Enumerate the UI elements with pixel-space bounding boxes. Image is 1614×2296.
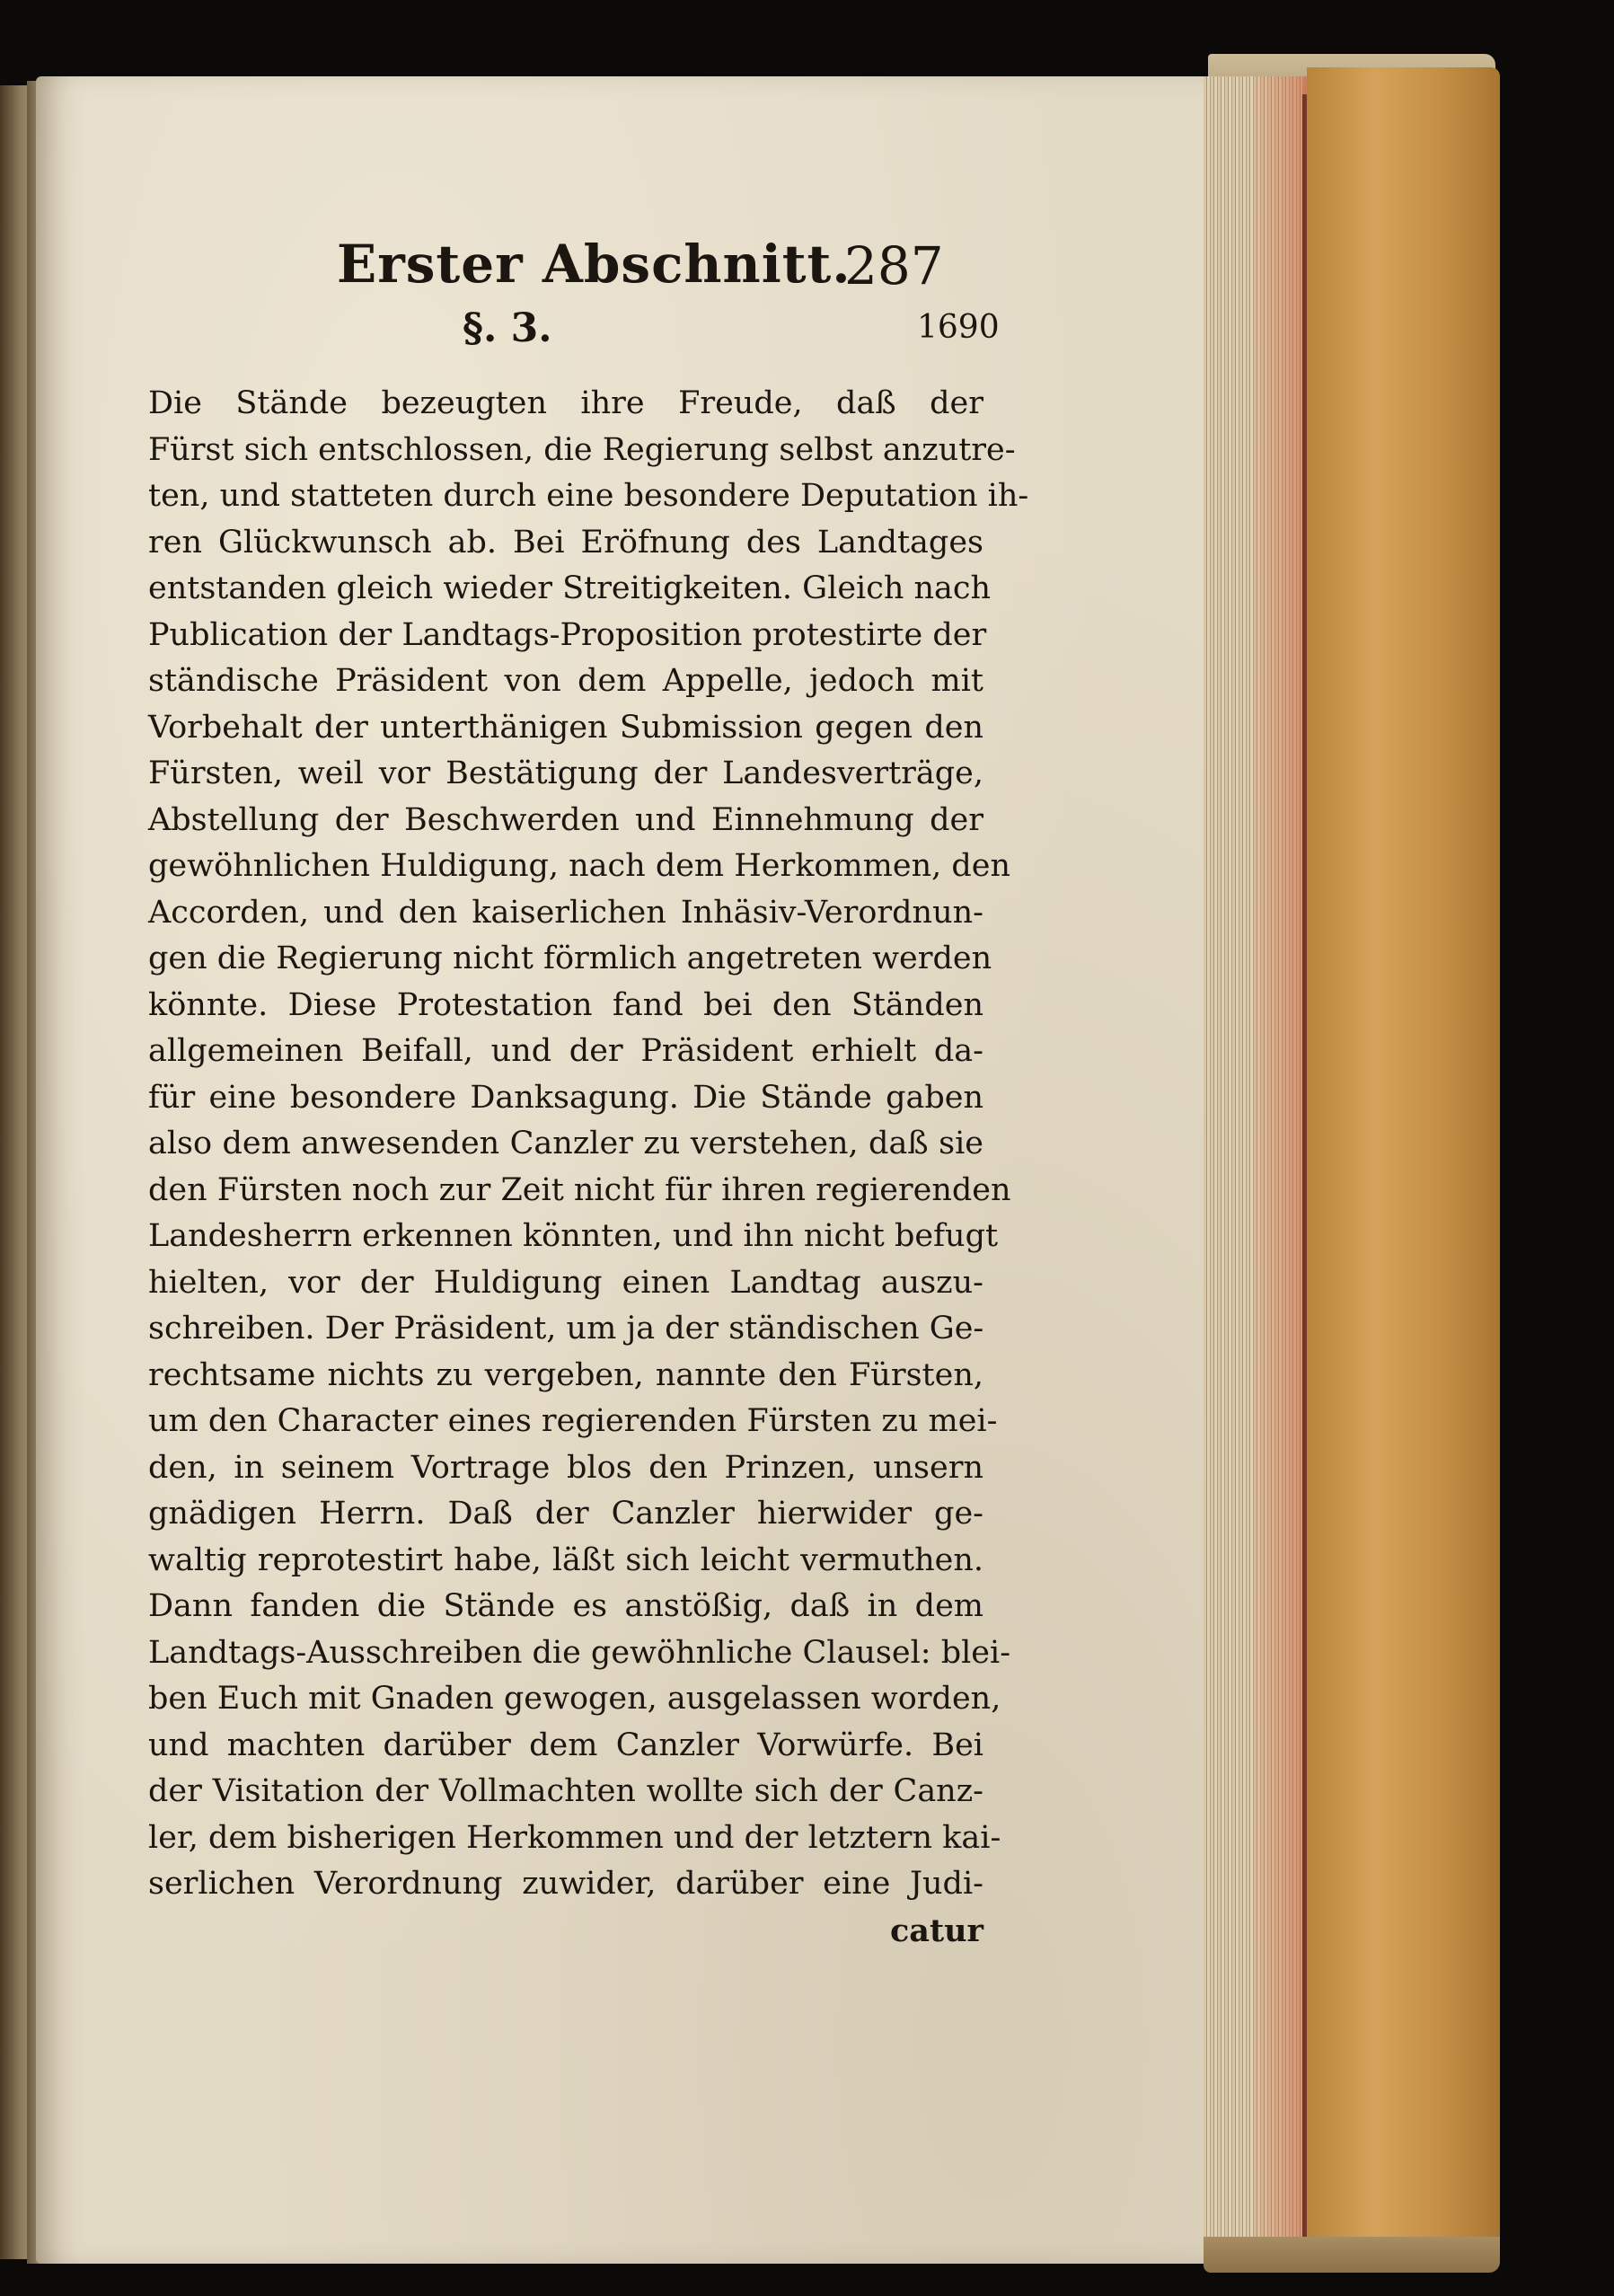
running-head: Erster Abschnitt. xyxy=(337,234,851,295)
text-line: Publication der Landtags-Proposition protestirte der xyxy=(148,616,987,653)
text-line: allgemeinen Beifall, und der Präsident erhielt da- xyxy=(148,1033,983,1069)
text-line: Abstellung der Beschwerden und Einnehmung der xyxy=(148,801,983,838)
text-line: hielten, vor der Huldigung einen Landtag auszu- xyxy=(148,1264,983,1301)
text-line: könnte. Diese Protestation fand bei den Ständen xyxy=(148,986,983,1023)
text-line: gen die Regierung nicht förmlich angetreten werden xyxy=(148,940,992,976)
text-line: Dann fanden die Stände es anstößig, daß in dem xyxy=(148,1588,983,1624)
text-line: Landesherrn erkennen könnten, und ihn nicht befugt xyxy=(148,1218,999,1254)
text-line: entstanden gleich wieder Streitigkeiten. Gleich nach xyxy=(148,570,992,606)
body-text xyxy=(148,381,1029,1954)
book-cover xyxy=(1307,67,1500,2259)
text-line: Die Stände bezeugten ihre Freude, daß der xyxy=(148,385,983,421)
text-line: den, in seinem Vortrage blos den Prinzen, unsern xyxy=(148,1449,983,1486)
text-line: ben Euch mit Gnaden gewogen, ausgelassen worden, xyxy=(148,1681,1001,1717)
text-line: ständische Präsident von dem Appelle, jedoch mit xyxy=(148,663,983,699)
page-edge-coloring xyxy=(1253,76,1307,2264)
text-line: Fürsten, weil vor Bestätigung der Landesverträge, xyxy=(148,755,983,791)
text-line: waltig reprotestirt habe, läßt sich leicht vermuthen. xyxy=(148,1541,983,1578)
page-number: 287 xyxy=(844,235,944,296)
section-heading xyxy=(148,296,1000,359)
catchword: catur xyxy=(889,1912,983,1949)
text-line: Vorbehalt der unterthänigen Submission gegen den xyxy=(148,709,983,746)
text-line: Accorden, und den kaiserlichen Inhäsiv-Verordnun- xyxy=(148,894,983,931)
text-line: ten, und statteten durch eine besondere Deputation ih- xyxy=(148,478,1029,514)
text-line: und machten darüber dem Canzler Vorwürfe. Bei xyxy=(148,1726,983,1763)
text-line: also dem anwesenden Canzler zu verstehen, daß sie xyxy=(148,1126,983,1161)
text-line: ler, dem bisherigen Herkommen und der letztern kai- xyxy=(148,1819,1001,1856)
text-line: gewöhnlichen Huldigung, nach dem Herkommen, den xyxy=(148,848,1011,884)
text-line: um den Character eines regierenden Fürsten zu mei- xyxy=(148,1403,998,1439)
text-line: schreiben. Der Präsident, um ja der ständischen Ge- xyxy=(148,1311,984,1347)
text-line: gnädigen Herrn. Daß der Canzler hierwider ge- xyxy=(148,1496,983,1532)
section-mark: §. 3. xyxy=(463,305,552,351)
text-line: rechtsame nichts zu vergeben, nannte den Fürsten, xyxy=(148,1356,983,1393)
text-line: ren Glückwunsch ab. Bei Eröfnung des Landtages xyxy=(148,524,983,561)
text-line: der Visitation der Vollmachten wollte sich der Canz- xyxy=(148,1773,983,1809)
page-text xyxy=(148,216,1029,1954)
text-line: Fürst sich entschlossen, die Regierung selbst anzutre- xyxy=(148,431,1016,468)
margin-year: 1690 xyxy=(917,309,1000,346)
book-bottom-edge xyxy=(1204,2237,1500,2273)
text-line: für eine besondere Danksagung. Die Stände gaben xyxy=(148,1079,983,1116)
text-line: den Fürsten noch zur Zeit nicht für ihren regierenden xyxy=(148,1171,1011,1208)
text-line: Landtags-Ausschreiben die gewöhnliche Clausel: blei- xyxy=(148,1634,1011,1671)
page-header xyxy=(148,216,983,296)
text-line: serlichen Verordnung zuwider, darüber eine Judi- xyxy=(148,1866,983,1902)
